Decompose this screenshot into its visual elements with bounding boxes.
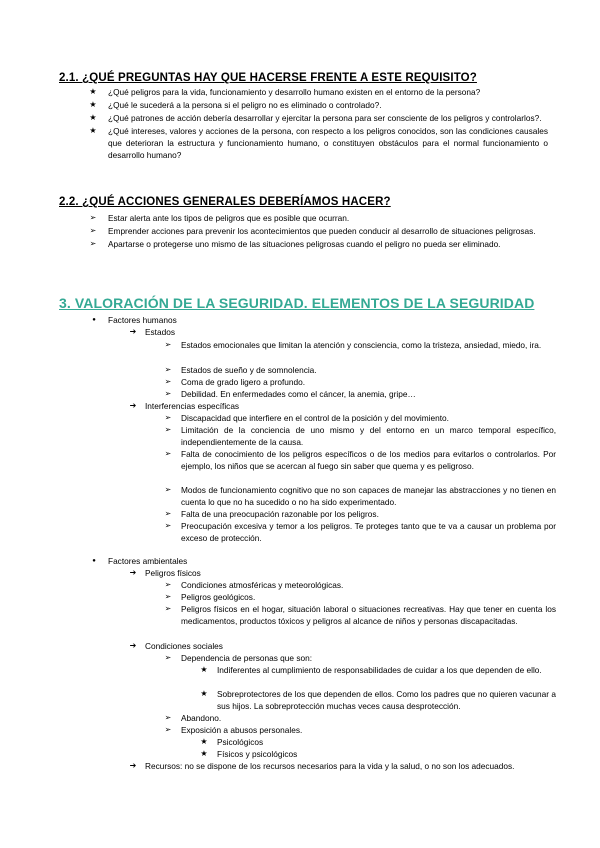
dependencia-item: Sobreprotectores de los que dependen de ellos. Como los padres que no quieren vacunar a sus hijos. La sobreprotección muchas veces causa desprotección. (217, 689, 556, 711)
list-item (89, 238, 548, 250)
arrow-bullet-icon: ➔ (129, 568, 137, 577)
arrowhead-bullet-icon: ➢ (164, 389, 172, 398)
condiciones-sociales-label: Condiciones sociales (145, 641, 223, 651)
star-bullet-icon: ★ (200, 737, 208, 746)
peligros-fisicos-item: Peligros geológicos. (181, 592, 256, 602)
factores-humanos-label: Factores humanos (108, 315, 177, 325)
arrowhead-bullet-icon: ➢ (164, 340, 172, 349)
star-bullet-icon: ★ (89, 87, 97, 96)
interferencias-item: Modos de funcionamiento cognitivo que no son capaces de manejar las abstracciones y no tienen en cuenta lo que no ha sucedido o no ha sido experimentado. (181, 485, 556, 507)
interferencias-item: Falta de conocimiento de los peligros específicos o de los medios para evitarlos o controlarlos. Por ejemplo, los niños que se acercan al fuego sin saber que quema y es peligroso. (181, 449, 556, 471)
section-2-1-heading: 2.1. ¿QUÉ PREGUNTAS HAY QUE HACERSE FRENTE A ESTE REQUISITO? (59, 72, 477, 84)
interferencias-item: Discapacidad que interfiere en el control de la posición y del movimiento. (181, 413, 449, 423)
list-item-text: ¿Qué intereses, valores y acciones de la persona, con respecto a los peligros conocidos, son las condiciones causales que deterioran la estructura y funcionamiento humano, o constituyen obstáculos para el normal funcionamiento o desarrollo humano? (108, 126, 548, 160)
dependencia-item: Indiferentes al cumplimiento de responsabilidades de cuidar a los que dependen de ello. (217, 665, 542, 675)
arrowhead-bullet-icon: ➢ (164, 377, 172, 386)
arrow-bullet-icon: ➔ (129, 401, 137, 410)
arrowhead-bullet-icon: ➢ (164, 413, 172, 422)
interferencias-item: Falta de una preocupación razonable por los peligros. (181, 509, 379, 519)
list-item-text: Estar alerta ante los tipos de peligros que es posible que ocurran. (108, 213, 350, 223)
list-item-text: ¿Qué le sucederá a la persona si el peligro no es eliminado o controlado?. (108, 100, 382, 110)
star-bullet-icon: ★ (200, 749, 208, 758)
recursos-item: Recursos: no se dispone de los recursos necesarios para la vida y la salud, o no son los adecuados. (145, 761, 515, 771)
list-item (89, 125, 548, 161)
estados-item: Estados emocionales que limitan la atención y consciencia, como la tristeza, ansiedad, miedo, ira. (181, 340, 542, 350)
arrowhead-bullet-icon: ➢ (164, 485, 172, 494)
arrowhead-bullet-icon: ➢ (164, 425, 172, 434)
section-2-1-list (89, 86, 548, 162)
section-2-2-list (89, 212, 548, 251)
arrowhead-bullet-icon: ➢ (164, 713, 172, 722)
arrowhead-bullet-icon: ➢ (164, 580, 172, 589)
list-item (89, 99, 548, 111)
arrowhead-bullet-icon: ➢ (164, 653, 172, 662)
peligros-fisicos-item: Condiciones atmosféricas y meteorológicas. (181, 580, 344, 590)
list-item (89, 212, 548, 224)
estados-label: Estados (145, 327, 175, 337)
exposicion-item: Psicológicos (217, 737, 264, 747)
arrowhead-bullet-icon: ➢ (164, 725, 172, 734)
estados-item: Coma de grado ligero a profundo. (181, 377, 306, 387)
list-item-text: Emprender acciones para prevenir los acontecimientos que pueden conducir al desarrollo de situaciones peligrosas. (108, 226, 536, 236)
peligros-fisicos-item: Peligros físicos en el hogar, situación laboral o situaciones recreativas. Hay que tener en cuenta los medicamentos, productos tóxicos y peligros al alcance de niños y personas discapacitadas. (181, 604, 556, 626)
arrowhead-bullet-icon: ➢ (89, 213, 97, 222)
star-bullet-icon: ★ (89, 113, 97, 122)
disc-bullet-icon: ● (92, 558, 96, 564)
factores-ambientales-label: Factores ambientales (108, 556, 188, 566)
peligros-fisicos-label: Peligros físicos (145, 568, 201, 578)
abandono-item: Abandono. (181, 713, 222, 723)
arrowhead-bullet-icon: ➢ (89, 226, 97, 235)
arrowhead-bullet-icon: ➢ (164, 592, 172, 601)
estados-item: Debilidad. En enfermedades como el cáncer, la anemia, gripe… (181, 389, 416, 399)
interferencias-item: Preocupación excesiva y temor a los peligros. Te proteges tanto que te va a causar un problema por exceso de protección. (181, 521, 556, 543)
list-item (89, 112, 548, 124)
list-item-text: ¿Qué peligros para la vida, funcionamiento y desarrollo humano existen en el entorno de la persona? (108, 87, 481, 97)
arrowhead-bullet-icon: ➢ (164, 365, 172, 374)
star-bullet-icon: ★ (89, 100, 97, 109)
interferencias-label: Interferencias específicas (145, 401, 240, 411)
section-2-2-heading: 2.2. ¿QUÉ ACCIONES GENERALES DEBERÍAMOS HACER? (59, 196, 391, 208)
arrowhead-bullet-icon: ➢ (164, 449, 172, 458)
list-item-text: ¿Qué patrones de acción debería desarrollar y ejercitar la persona para ser consciente de los peligros y controlarlos?. (108, 113, 542, 123)
arrow-bullet-icon: ➔ (129, 761, 137, 770)
list-item (89, 86, 548, 98)
interferencias-item: Limitación de la conciencia de uno mismo y del entorno en un marco temporal específico, independientemente de la causa. (181, 425, 556, 447)
list-item (89, 225, 548, 237)
exposicion-item: Físicos y psicológicos (217, 749, 298, 759)
arrowhead-bullet-icon: ➢ (89, 239, 97, 248)
section-3-heading: 3. VALORACIÓN DE LA SEGURIDAD. ELEMENTOS DE LA SEGURIDAD (59, 295, 535, 311)
star-bullet-icon: ★ (200, 689, 208, 698)
dependencia-label: Dependencia de personas que son: (181, 653, 313, 663)
disc-bullet-icon: ● (92, 317, 96, 323)
star-bullet-icon: ★ (89, 126, 97, 135)
exposicion-label: Exposición a abusos personales. (181, 725, 303, 735)
arrowhead-bullet-icon: ➢ (164, 521, 172, 530)
star-bullet-icon: ★ (200, 665, 208, 674)
arrow-bullet-icon: ➔ (129, 327, 137, 336)
arrow-bullet-icon: ➔ (129, 641, 137, 650)
estados-item: Estados de sueño y de somnolencia. (181, 365, 317, 375)
arrowhead-bullet-icon: ➢ (164, 509, 172, 518)
arrowhead-bullet-icon: ➢ (164, 604, 172, 613)
list-item-text: Apartarse o protegerse uno mismo de las situaciones peligrosas cuando el peligro no pueda ser eliminado. (108, 239, 501, 249)
